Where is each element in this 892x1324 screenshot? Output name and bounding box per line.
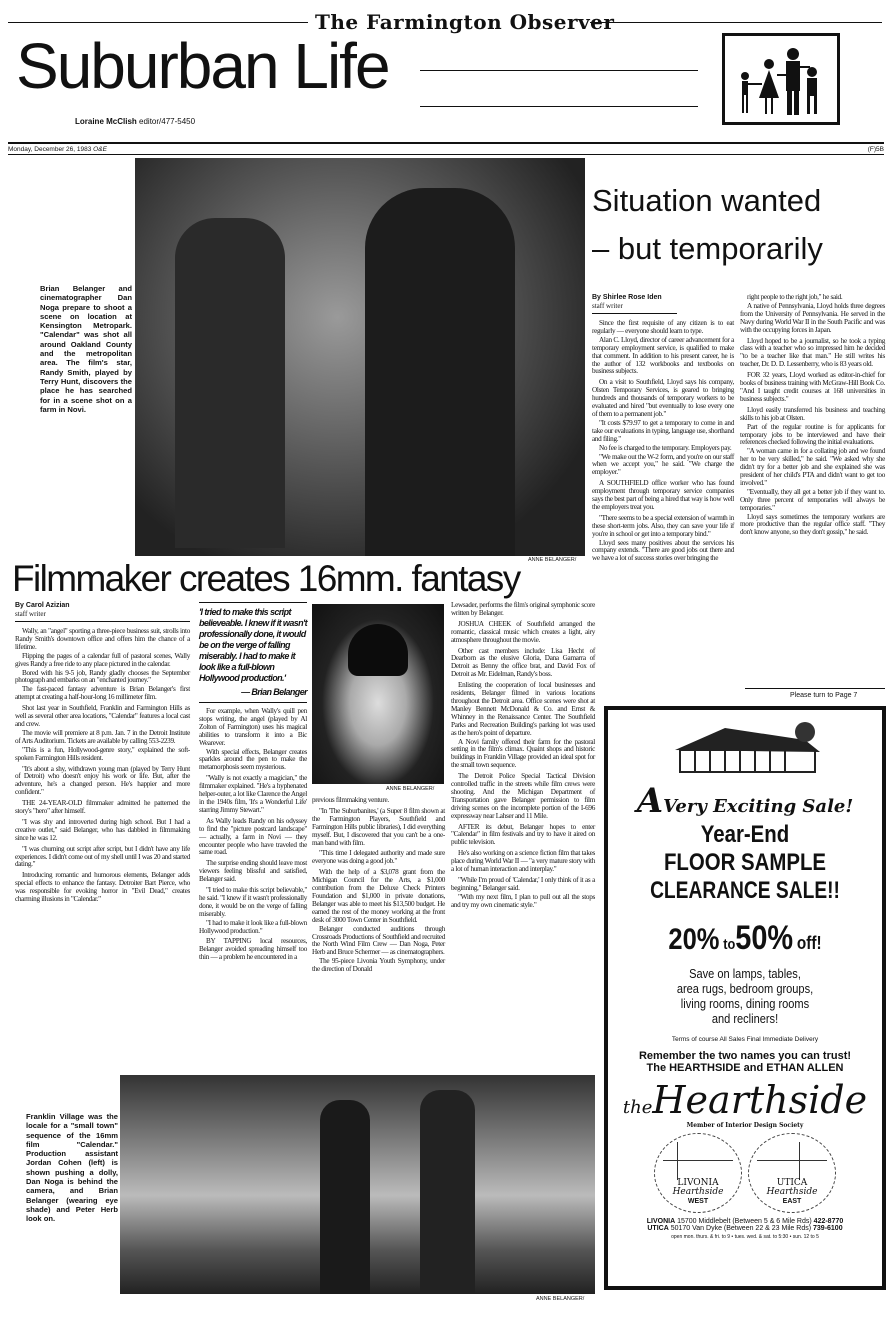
paragraph: As Wally leads Randy on his odyssey to find the "picture postcard landscape" — actually, a farm in Novi — they encounter people who have traveled the same road. xyxy=(199,816,307,857)
ad-line-year-end: Year-End xyxy=(700,821,790,848)
byline-role: staff writer xyxy=(592,302,623,310)
masthead-rule xyxy=(420,70,698,71)
paragraph: "We make out the W-2 form, and you're on our staff when we accept you," he said. "We charge the employer." xyxy=(592,452,734,477)
logo-name: Hearthside xyxy=(652,1078,868,1122)
paragraph: BY TAPPING local resources, Belanger avoided spreading himself too thin — a problem he encountered in a xyxy=(199,937,307,962)
discount-to: to xyxy=(723,936,736,953)
figure-shape xyxy=(320,1100,370,1294)
paragraph: The movie will premiere at 8 p.m. Jan. 7 in the Detroit Institute of Arts Auditorium. Tickets are available by calling 553-2239. xyxy=(15,728,190,745)
byline xyxy=(15,602,190,618)
situation-headline-1: Situation wanted xyxy=(592,183,822,218)
paragraph: The 95-piece Livonia Youth Symphony, under the direction of Donald xyxy=(312,957,445,974)
ad-remember: Remember the two names you can trust! xyxy=(638,1050,852,1062)
logo-the: the xyxy=(622,1097,653,1118)
loc-address: 50170 Van Dyke (Between 22 & 23 Mile Rds) xyxy=(670,1224,812,1232)
family-logo-icon xyxy=(722,33,840,125)
paragraph: "With my next film, I plan to pull out all the stops and try my own cinematic style." xyxy=(451,892,595,909)
paragraph: Lloyd easily transferred his business and teaching skills to his job at Olsten. xyxy=(740,405,885,422)
edition: O&E xyxy=(93,146,107,153)
paragraph: THE 24-YEAR-OLD filmmaker admitted he patterned the story's "hero" after himself. xyxy=(15,799,190,816)
section-title: Suburban Life xyxy=(16,30,389,102)
paragraph: AFTER its debut, Belanger hopes to enter "Calendar" in film festivals and try to have it aired on public television. xyxy=(451,822,595,847)
discount-off: off! xyxy=(796,933,822,953)
paragraph: Lloyd says sometimes the temporary workers are more productive than the regular office staff. "They don't know anyone, so they don't gossip," he said. xyxy=(740,512,885,537)
paragraph: "Eventually, they all get a better job if they want to. Only three percent of temporaries will always be temporaries." xyxy=(740,487,885,512)
map-direction: EAST xyxy=(782,1197,802,1205)
ad-member-text: Member of Interior Design Society xyxy=(686,1121,804,1129)
paragraph: Introducing romantic and humorous elements, Belanger adds special effects to enhance the fantasy. Detroiter Bart Pierce, who was responsible for evoking horror in "Evil Dead," creates charming illusions in "Calendar." xyxy=(15,871,190,904)
paragraph: FOR 32 years, Lloyd worked as editor-in-chief for books of business training with McGraw-Hill Book Co. "And I taught credit courses at 168 universities in business subjects." xyxy=(740,371,885,403)
paragraph: previous filmmaking venture. xyxy=(312,796,389,804)
paragraph: "It costs $79.97 to get a temporary to come in and take our evaluations in typing, language use, shorthand and filing." xyxy=(592,418,734,443)
situation-column-2 xyxy=(740,294,885,538)
ad-text: living rooms, dining rooms xyxy=(680,996,810,1011)
paragraph: Bored with his 9-5 job, Randy gladly chooses the September photograph and embarks on an "enchanted journey." xyxy=(15,668,190,685)
ad-line-clearance: CLEARANCE SALE!! xyxy=(650,877,840,904)
tagline-text: Very Exciting Sale! xyxy=(663,796,854,817)
store-maps xyxy=(608,1133,882,1213)
filmmaker-column-1 xyxy=(15,602,190,905)
paragraph: For example, when Wally's quill pen stops writing, the angel (played by Al Zolton of Farmington) uses his magical abilities to transform it into a Bic Wearever. xyxy=(199,707,307,747)
top-photo-filming xyxy=(135,158,585,556)
loc-address: 15700 Middlebelt (Between 5 & 6 Mile Rds) xyxy=(677,1217,812,1225)
paragraph: The Detroit Police Special Tactical Division controlled traffic in the streets while film crews were shooting. And the Michigan Department of Transportation gave Belanger permission to film driving scenes on the incomplete portion of the I-696 expressway near Lahser and 11 Mile. xyxy=(451,772,595,820)
ad-terms: Terms of course All Sales Final Immediate Delivery xyxy=(671,1036,819,1043)
issue-date: Monday, December 26, 1983 xyxy=(8,146,92,153)
quote-rule xyxy=(199,702,307,703)
byline-rule xyxy=(15,621,190,622)
store-location-livonia xyxy=(608,1218,882,1225)
ad-text: and recliners! xyxy=(711,1011,779,1026)
ad-product-list xyxy=(629,966,862,1026)
paragraph: Lewsader, performs the film's original symphonic score written by Belanger. xyxy=(451,601,595,617)
filmmaker-column-3 xyxy=(312,797,445,975)
situation-column-1 xyxy=(592,294,734,564)
editor-line xyxy=(75,117,195,126)
paragraph: A Novi family offered their farm for the pastoral setting in the film's climax. Quaint shops and historic buildings in Franklin Village provided an ideal spot for the small town sequence. xyxy=(451,737,595,770)
paragraph: "A woman came in for a collating job and we found her to be very skilled," he said. "We asked why she didn't try for a better job and she explained she was president of her child's PTA and didn't want to get too involved." xyxy=(740,447,885,487)
paragraph: Other cast members include: Lisa Hecht of Dearborn as the elusive Gloria, Dana Gamarra of Detroit as Benny the office brat, and David Fox of Detroit as Mr. Eidelman, Randy's boss. xyxy=(451,646,595,679)
figure-shape xyxy=(420,1090,475,1294)
store-location-utica xyxy=(608,1225,882,1232)
paragraph: Enlisting the cooperation of local businesses and residents, Belanger filmed in various locations throughout the Detroit area. Office scenes were shot at Manley Bennett McDonald & Co. and Ernst & Whinney in the Renaissance Center. The Southfield Parks and Recreation Building's parking lot was used as the hero's point of departure. xyxy=(451,681,595,737)
ad-text: area rugs, bedroom groups, xyxy=(676,981,814,996)
paragraph: "There seems to be a special extension of warmth in these short-term jobs. Also, they can save your life if you're in school or get into a temporary bind." xyxy=(592,513,734,538)
masthead-rule xyxy=(8,22,308,23)
bottom-photo-franklin-village xyxy=(120,1075,595,1294)
loc-phone: 422-8770 xyxy=(813,1217,844,1225)
ad-text: Save on lamps, tables, xyxy=(689,966,801,981)
figure-shape xyxy=(365,188,515,556)
paragraph: "I had to make it look like a full-blown Hollywood production." xyxy=(199,918,307,935)
map-livonia[interactable] xyxy=(654,1133,742,1213)
map-city: LIVONIA xyxy=(677,1177,719,1188)
portrait-photo-belanger xyxy=(312,604,444,784)
filmmaker-column-2 xyxy=(199,602,307,963)
paragraph: A SOUTHFIELD office worker who has found employment through temporary service companies says the best part of being a hired that way is how well the employers treat you. xyxy=(592,479,734,511)
paragraph: "Wally is not exactly a magician," the filmmaker explained. "He's a hyphenated helper-outer, a lot like Clarence the Angel in the 1940s film, 'It's a Wonderful Life' starring Jimmy Stewart." xyxy=(199,774,307,814)
discount-min: 20% xyxy=(668,923,720,956)
masthead-rule xyxy=(420,106,698,107)
top-photo-caption: Brian Belanger and cinematographer Dan Noga prepare to shoot a scene on location at Kensington Metropark. "Calendar" was shot all around Oakland County and the metropolitan area. The film's star, Randy Smith, played by Terry Hunt, discovers the place he has searched for in a scene shot on a farm in Novi. xyxy=(40,284,132,414)
ad-brand-names: The HEARTHSIDE and ETHAN ALLEN xyxy=(646,1062,844,1074)
date-rule xyxy=(8,142,884,144)
editor-name: Loraine McClish xyxy=(75,117,137,126)
paragraph: Part of the regular routine is for applicants for temporary jobs to be interviewed and have their references checked following the initial evaluations. xyxy=(740,422,885,447)
paragraph: "I was churning out script after script, but I didn't have any life experiences. I didn't come out of my shell until I was 20 and started dating." xyxy=(15,844,190,869)
paragraph: "This is a fun, Hollywood-genre story," explained the soft-spoken Farmington Hills resident. xyxy=(15,745,190,762)
figure-shape xyxy=(175,218,285,548)
paragraph: A native of Pennsylvania, Lloyd holds three degrees from the University of Pennsylvania. He served in the Navy during World War II in the South Pacific and was with the occupying forces in Japan. xyxy=(740,301,885,334)
photo-credit: ANNE BELANGER/ xyxy=(536,1296,585,1302)
paragraph: Wally, an "angel" sporting a three-piece business suit, strolls into Randy Smith's downtown office and offers him the chance of a lifetime. xyxy=(15,627,190,651)
map-direction: WEST xyxy=(687,1197,709,1205)
paragraph: Flipping the pages of a calendar full of pastoral scenes, Wally gives Randy a free ride to any place pictured in the calendar. xyxy=(15,651,190,668)
byline-role: staff writer xyxy=(15,610,46,618)
editor-info: editor/477-5450 xyxy=(139,117,196,126)
hair-shape xyxy=(348,624,408,676)
bottom-photo-caption: Franklin Village was the locale for a "small town" sequence of the 16mm film "Calendar." Production assistant Jordan Cohen (left) is shown pushing a dolly, Dan Noga is behind the camera, and Brian Belanger (wearing eye shade) and Peter Herb look on. xyxy=(26,1112,118,1224)
paragraph: The fast-paced fantasy adventure is Brian Belanger's first attempt at creating a half-hour-long 16 millimeter film. xyxy=(15,685,190,702)
paragraph: Shot last year in Southfield, Franklin and Farmington Hills as well as several other area locations, "Calendar" features a local cast and crew. xyxy=(15,704,190,728)
byline xyxy=(592,294,734,310)
paragraph: On a visit to Southfield, Lloyd says his company, Olsten Temporary Services, is geared to bringing hundreds and thousands of temporary workers to be evaluated and hired "but eventually to lose every one of them to a permanent job." xyxy=(592,378,734,418)
jump-link[interactable]: Please turn to Page 7 xyxy=(790,692,858,699)
filmmaker-headline: Filmmaker creates 16mm. fantasy xyxy=(12,558,520,599)
paragraph: "In 'The Suburbanites,' (a Super 8 film shown at the Farmington Players, Southfield and Farmington Hills public libraries), I did everything myself. But, I discovered that you can't be a one-man band with film. xyxy=(312,806,445,847)
byline-rule xyxy=(592,313,677,314)
paragraph: "While I'm proud of 'Calendar,' I only think of it as a beginning," Belanger said. xyxy=(451,876,595,892)
pull-quote-attribution: — Brian Belanger xyxy=(241,687,307,697)
store-hours: open mon. thurs. & fri. to 9 • tues. wed. & sat. to 5:30 • sun. 12 to 5 xyxy=(671,1233,819,1240)
paragraph: No fee is charged to the temporary. Employers pay. xyxy=(599,443,732,452)
loc-city: UTICA xyxy=(647,1224,669,1232)
paragraph: Since the first requisite of any citizen is to eat regularly — everyone should learn to type. xyxy=(592,319,734,335)
pull-quote: 'I tried to make this script believeable. I knew if it wasn't professionally done, it would be on the verge of falling miserably. I had to make it look like a full-blown Hollywood production.' xyxy=(199,607,307,683)
hearthside-advertisement[interactable] xyxy=(604,706,886,1290)
ad-line-floor-sample: FLOOR SAMPLE xyxy=(663,849,827,876)
paragraph: JOSHUA CHEEK of Southfield arranged the romantic, classical music which creates a light, airy atmosphere throughout the movie. xyxy=(451,619,595,644)
jump-rule xyxy=(745,688,885,689)
map-store: Hearthside xyxy=(672,1186,724,1197)
photo-credit: ANNE BELANGER/ xyxy=(528,557,577,563)
photo-credit: ANNE BELANGER/ xyxy=(386,786,435,792)
map-store: Hearthside xyxy=(766,1186,818,1197)
paragraph: He's also working on a science fiction film that takes place during World War II — "a very mature story with a lot of human interaction and interplay." xyxy=(451,849,595,874)
paragraph: Lloyd hoped to be a journalist, so he took a typing class with a teacher who so impressed him he decided "to be a teacher like that man." He still writes his teacher, Dr. D. D. Lessenberry, who is 83 years old. xyxy=(740,336,885,369)
masthead-rule xyxy=(590,22,882,23)
paragraph: Alan C. Lloyd, director of career advancement for a temporary employment service, is qualified to make that comment. In addition to his present career, he is the author of 132 workbooks and textbooks on business subjects. xyxy=(592,335,734,376)
date-rule xyxy=(8,154,884,155)
paragraph: With the help of a $3,078 grant from the Michigan Council for the Arts, a $1,000 contribution from the Deluxe Check Printers Foundation and $1,000 in private donations, Belanger was able to meet his $13,500 budget. He earned the rest of the money working at the front desk of 3000 Town Center in Southfield. xyxy=(312,868,445,924)
ad-tagline xyxy=(608,781,882,821)
discount-max: 50% xyxy=(735,919,794,957)
paragraph: With special effects, Belanger creates sparkles around the pen to make the metamorphosis seem mysterious. xyxy=(199,747,307,772)
store-illustration-icon xyxy=(655,720,835,780)
map-utica[interactable] xyxy=(748,1133,836,1213)
paragraph: The surprise ending should leave most viewers feeling blissful and satisfied, Belanger said. xyxy=(199,859,307,884)
situation-headline-2: – but temporarily xyxy=(592,231,823,266)
newspaper-name: The Farmington Observer xyxy=(315,10,615,34)
paragraph: Belanger conducted auditions through Crossroads Productions of Southfield and recruited the North Wind Film Crew — Dan Noga, Peter Herb and Bruce Schermer — as cinematographers. xyxy=(312,924,445,957)
hearthside-logo xyxy=(608,1080,882,1122)
discount-range xyxy=(629,919,862,958)
filmmaker-column-4 xyxy=(451,602,595,911)
byline-name: By Shirlee Rose Iden xyxy=(592,294,662,301)
loc-city: LIVONIA xyxy=(646,1217,676,1225)
quote-rule xyxy=(199,602,307,603)
paragraph: "This time I delegated authority and made sure everyone was doing a good job." xyxy=(312,849,445,866)
paragraph: "It's about a shy, withdrawn young man (played by Terry Hunt of Detroit) who doesn't enjoy his work or life. But, after the adventure, he's a changed person. He's happier and more confident." xyxy=(15,764,190,797)
page-number: (F)5B xyxy=(867,146,884,153)
byline-name: By Carol Azizian xyxy=(15,602,70,609)
paragraph: Lloyd sees many positives about the services his company extends. "There are good jobs out there and we have a lot of success stories over bringing the xyxy=(592,538,734,563)
date-line xyxy=(8,146,107,153)
map-city: UTICA xyxy=(776,1177,808,1188)
paragraph: "I was shy and introverted during high school. But I had a creative outlet," said Belanger, who has dabbled in filmmaking since he was 12. xyxy=(15,817,190,842)
script-initial: A xyxy=(636,781,664,821)
loc-phone: 739-6100 xyxy=(813,1224,843,1232)
paragraph: right people to the right job," he said. xyxy=(747,293,843,301)
paragraph: "I tried to make this script believable," he said. "I knew if it wasn't professionally done, it would be on the verge of falling miserably. xyxy=(199,886,307,918)
